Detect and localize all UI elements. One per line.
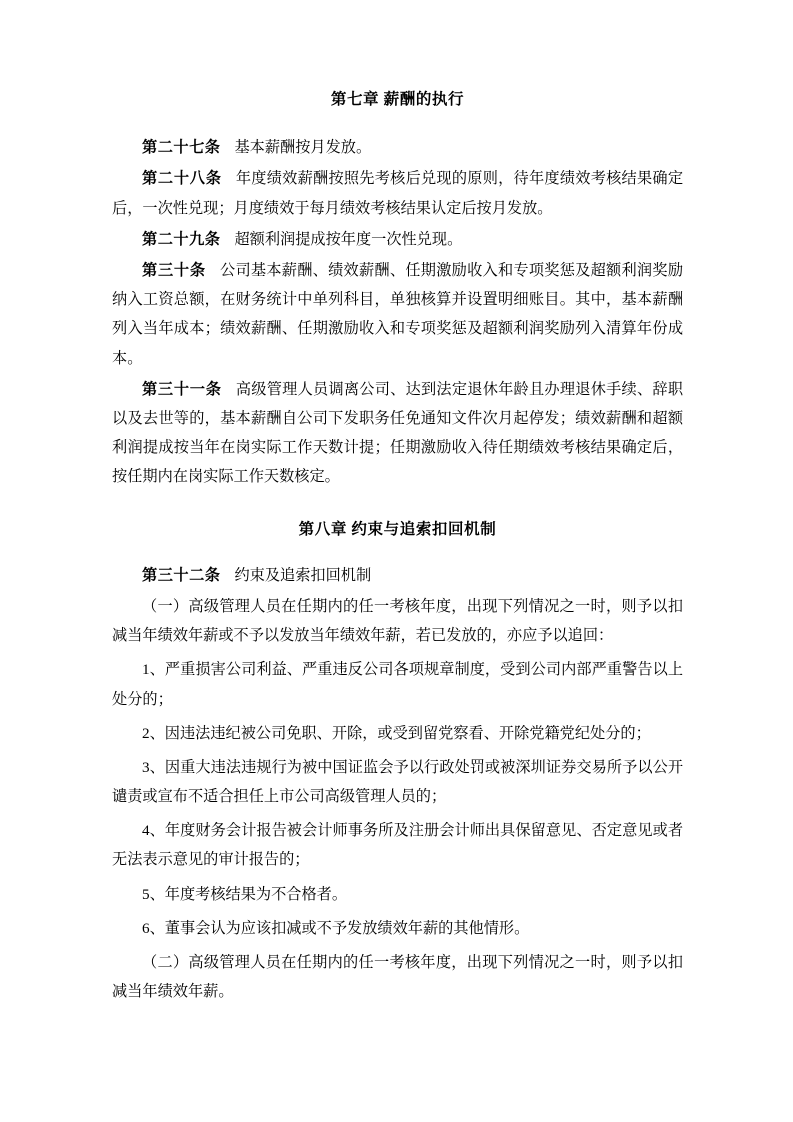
chapter-7-heading: 第七章 薪酬的执行	[330, 91, 465, 108]
article-31-label: 第三十一条	[142, 380, 222, 398]
list-item: 6、董事会认为应该扣减或不予发放绩效年薪的其他情形。	[142, 919, 530, 937]
article-28-label: 第二十八条	[142, 170, 222, 188]
article-31-text: 高级管理人员调离公司、达到法定退休年龄且办理退休手续、辞职以及去世等的，基本薪酬自公司下发职务任免通知文件次月起停发；绩效薪酬和超额利润提成按当年在岗实际工作天数计提；任期激励收入待任期绩效考核结果确定后，按任期内在岗实际工作天数核定。	[112, 380, 684, 486]
article-29-label: 第二十九条	[142, 230, 221, 248]
list-item: （二）高级管理人员在任期内的任一考核年度，出现下列情况之一时，则予以扣减当年绩效年薪。	[112, 954, 683, 1001]
chapter-8-heading: 第八章 约束与追索扣回机制	[298, 520, 497, 538]
article-29-text: 超额利润提成按年度一次性兑现。	[234, 230, 463, 248]
article-27	[112, 133, 683, 162]
list-item: （一）高级管理人员在任期内的任一考核年度，出现下列情况之一时，则予以扣减当年绩效年薪或不予以发放当年绩效年薪，若已发放的，亦应予以追回：	[112, 597, 683, 645]
list-item: 4、年度财务会计报告被会计师事务所及注册会计师出具保留意见、否定意见或者无法表示意见的审计报告的；	[112, 822, 683, 869]
article-27-label: 第二十七条	[142, 139, 221, 157]
list-item: 3、因重大违法违规行为被中国证监会予以行政处罚或被深圳证券交易所予以公开谴责或宣布不适合担任上市公司高级管理人员的；	[112, 758, 683, 806]
list-item: 5、年度考核结果为不合格者。	[142, 885, 348, 903]
list-item: 2、因违法违纪被公司免职、开除，或受到留党察看、开除党籍党纪处分的；	[142, 724, 651, 742]
article-30-text: 公司基本薪酬、绩效薪酬、任期激励收入和专项奖惩及超额利润奖励纳入工资总额，在财务统计中单列科目，单独核算并设置明细账目。其中，基本薪酬列入当年成本；绩效薪酬、任期激励收入和专项奖惩及超额利润奖励列入清算年份成本。	[112, 262, 684, 367]
article-32	[112, 561, 683, 590]
article-29	[112, 225, 683, 254]
article-30-label: 第三十条	[142, 262, 206, 279]
article-32-label: 第三十二条	[142, 566, 221, 584]
list-item: 1、严重损害公司利益、严重违反公司各项规章制度，受到公司内部严重警告以上处分的；	[112, 661, 683, 708]
article-31	[112, 375, 683, 492]
article-28	[112, 164, 683, 222]
article-32-text: 约束及追索扣回机制	[234, 566, 372, 584]
article-28-text: 年度绩效薪酬按照先考核后兑现的原则，待年度绩效考核结果确定后，一次性兑现；月度绩效于每月绩效考核结果认定后按月发放。	[112, 170, 684, 217]
article-30	[112, 256, 683, 373]
article-27-text: 基本薪酬按月发放。	[234, 139, 372, 157]
